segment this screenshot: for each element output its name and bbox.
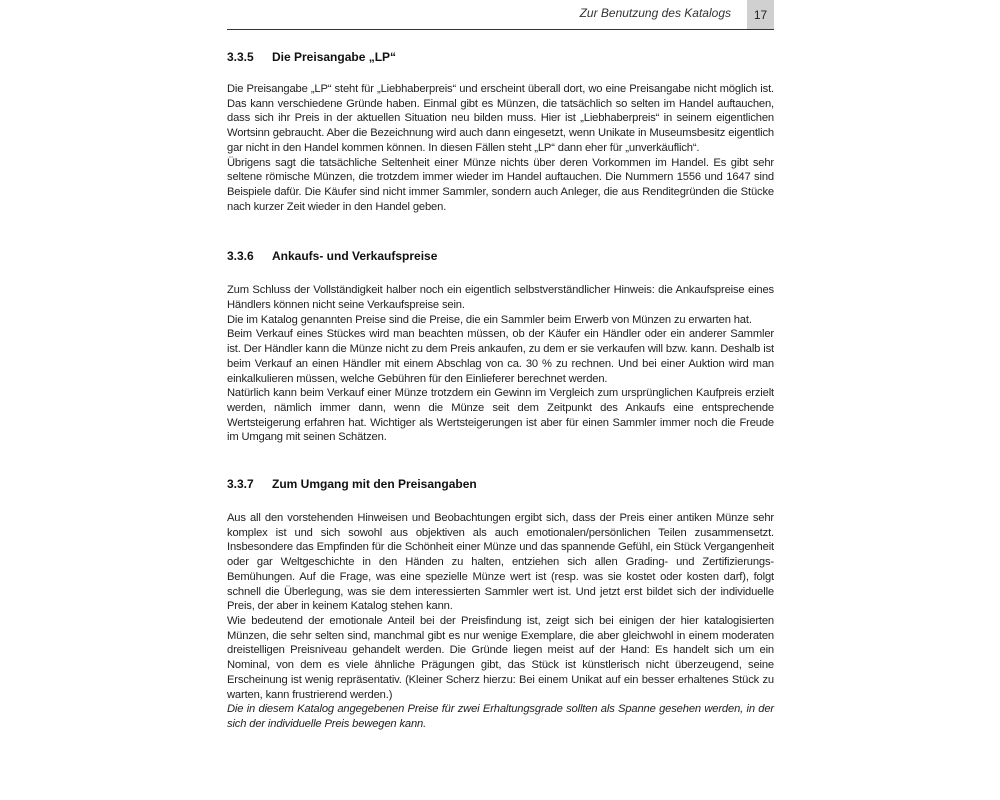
closing-note: Die in diesem Katalog angegebenen Preise für zwei Erhaltungsgrade sollten als Spanne gesehen werden, in der sich der individuelle Preis bewegen kann. [227,703,774,730]
running-header-title: Zur Benutzung des Katalogs [579,6,731,20]
section-title: Die Preisangabe „LP“ [272,50,397,64]
section-number: 3.3.5 [227,50,254,64]
section-3-3-6 [227,248,774,445]
paragraph: Beim Verkauf eines Stückes wird man beachten müssen, ob der Käufer ein Händler oder ein anderer Sammler ist. Der Händler kann die Münze nicht zu dem Preis ankaufen, zu dem er sie verkaufen will bzw. kann. Deshalb ist beim Verkauf an einen Händler mit einem Abschlag von ca. 30 % zu rechnen. Und bei einer Auktion wird man einkalkulieren müssen, welche Gebühren für den Einlieferer berechnet werden. [227,328,774,385]
paragraph: Übrigens sagt die tatsächliche Seltenheit einer Münze nichts über deren Vorkommen im Handel. Es gibt sehr seltene römische Münzen, die trotzdem immer wieder im Handel auftauchen. Die Nummern 1556 und 1647 sind Beispiele dafür. Die Käufer sind nicht immer Sammler, sondern auch Anleger, die aus Renditegründen die Stücke nach kurzer Zeit wieder in den Handel geben. [227,156,774,213]
section-heading [227,248,774,264]
section-3-3-5 [227,49,774,214]
paragraph: Aus all den vorstehenden Hinweisen und Beobachtungen ergibt sich, dass der Preis einer antiken Münze sehr komplex ist und sich sowohl aus objektiven als auch emotionalen/persönlichen Teilen zusammensetzt. Insbesondere das Empfinden für die Schönheit einer Münze und das spannende Gefühl, ein Stück Vergangenheit oder gar Weltgeschichte in den Händen zu halten, entziehen sich allen Grading- und Zertifizierungs-Bemühungen. Auf die Frage, was eine spezielle Münze wert ist (resp. was sie kostet oder kosten darf), folgt schnell die Überlegung, was sie dem interessierten Sammler wert ist. Und jetzt erst bildet sich der individuelle Preis, der aber in keinem Katalog stehen kann. [227,512,774,613]
section-number: 3.3.7 [227,477,254,492]
section-heading [227,476,774,492]
section-3-3-7 [227,476,774,732]
paragraph: Zum Schluss der Vollständigkeit halber noch ein eigentlich selbstverständlicher Hinweis: die Ankaufspreise eines Händlers können nicht seine Verkaufspreise sein. [227,284,774,312]
page-number: 17 [747,0,774,29]
page-header [227,0,774,30]
section-heading [227,49,774,65]
section-title: Zum Umgang mit den Preisangaben [272,477,477,492]
page-content [227,49,774,732]
paragraph: Die im Katalog genannten Preise sind die Preise, die ein Sammler beim Erwerb von Münzen zu erwarten hat. [227,313,752,326]
section-title: Ankaufs- und Verkaufspreise [272,249,438,264]
paragraph: Natürlich kann beim Verkauf einer Münze trotzdem ein Gewinn im Vergleich zum ursprünglichen Kaufpreis erzielt werden, nämlich immer dann, wenn die Münze seit dem Zeitpunkt des Ankaufs eine entsprechende Wertsteigerung erfahren hat. Wichtiger als Wertsteigerungen ist aber für einen Sammler immer noch die Freude im Umgang mit seinen Schätzen. [227,387,774,444]
section-number: 3.3.6 [227,249,254,264]
paragraph: Die Preisangabe „LP“ steht für „Liebhaberpreis“ und erscheint überall dort, wo eine Preisangabe nicht möglich ist. Das kann verschiedene Gründe haben. Einmal gibt es Münzen, die tatsächlich so selten im Handel auftauchen, dass sich ihr Preis in der aktuellen Situation neu bilden muss. Hier ist „Liebhaberpreis“ in seinem eigentlichen Wortsinn gebraucht. Aber die Bezeichnung wird auch dann eingesetzt, wenn Unikate in Museumsbesitz eigentlich gar nicht in den Handel kommen können. In diesen Fällen steht „LP“ dann eher für „unverkäuflich“. [227,83,774,154]
paragraph: Wie bedeutend der emotionale Anteil bei der Preisfindung ist, zeigt sich bei einigen der hier katalogisierten Münzen, die sehr selten sind, manchmal gibt es nur wenige Exemplare, die aber gleichwohl in einem moderaten dreistelligen Preisniveau gehandelt werden. Die Gründe liegen meist auf der Hand: Es handelt sich um ein Nominal, von dem es viele ähnliche Prägungen gibt, das Stück ist künstlerisch nicht überzeugend, seine Erscheinung ist wenig repräsentativ. (Kleiner Scherz hierzu: Bei einem Unikat auf ein besser erhaltenes Stück zu warten, kann frustrierend werden.) [227,614,774,701]
